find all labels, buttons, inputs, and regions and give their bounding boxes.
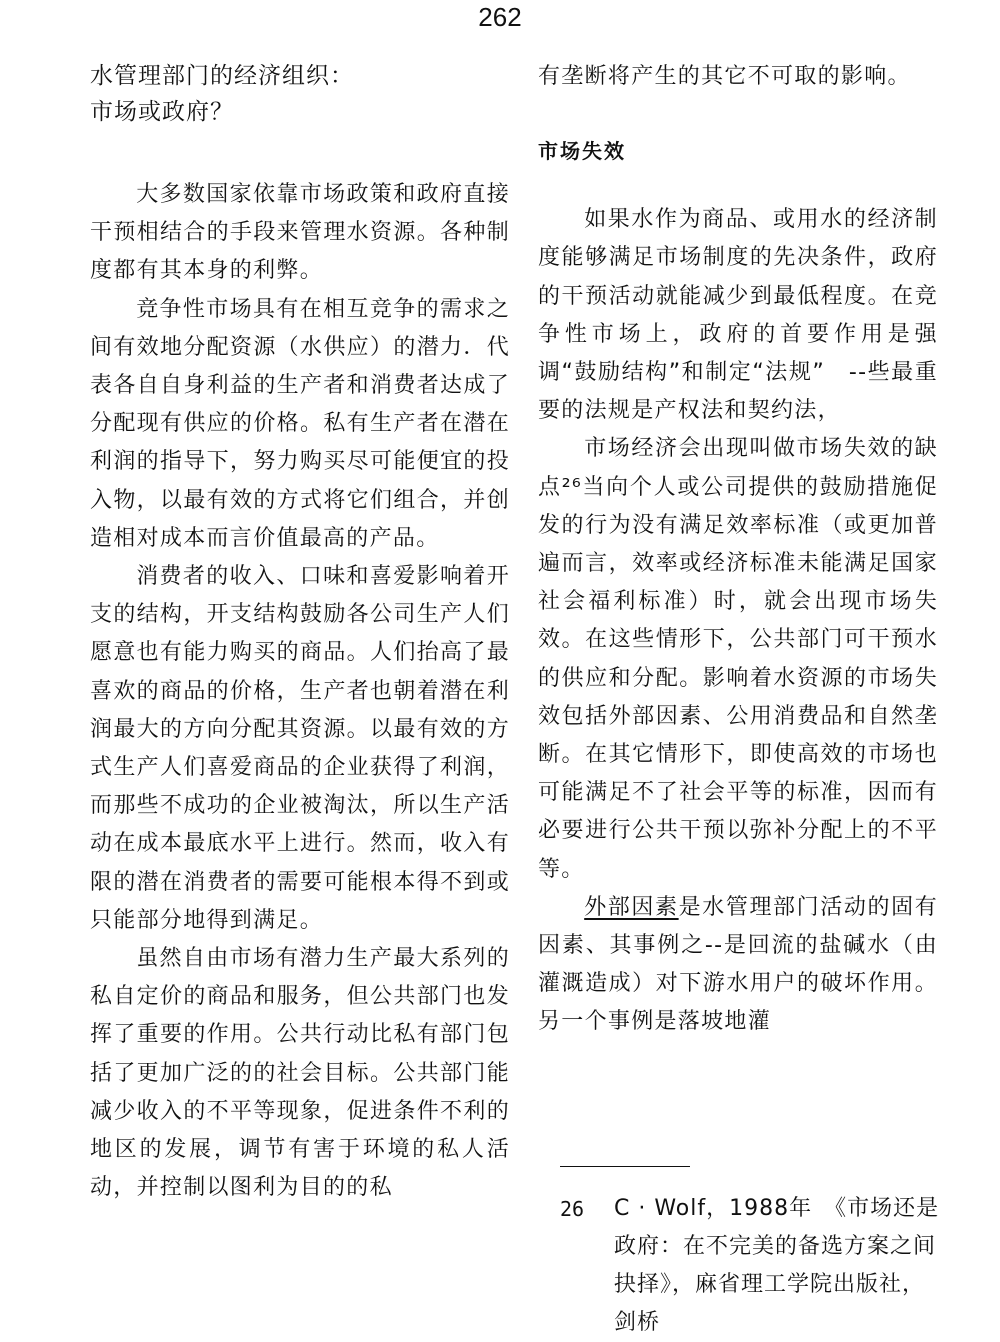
- section-heading-market-failure: 市场失效: [538, 139, 626, 164]
- paragraph-government-role: 如果水作为商品、或用水的经济制度能够满足市场制度的先决条件，政府的干预活动就能减少到最低程度。在竞争性市场上，政府的首要作用是强调“鼓励结构”和制定“法规” --些最重要的法规是产权法和契约法，: [538, 207, 938, 424]
- footnote-text: C · Wolf，1988年 《市场还是政府：在不完美的备选方案之间抉择》，麻省理工学院出版社，剑桥: [614, 1196, 940, 1335]
- paragraph-public-sector: 虽然自由市场有潜力生产最大系列的私自定价的商品和服务，但公共部门也发挥了重要的作用。公共行动比私有部门包括了更加广泛的的社会目标。公共部门能减少收入的不平等现象，促进条件不利的地区的发展，调节有害于环境的私人活动，并控制以图利为目的的私: [90, 946, 510, 1201]
- title-line-1: 水管理部门的经济组织：: [90, 63, 354, 89]
- left-column: [90, 58, 510, 1207]
- title-line-2: 市场或政府？: [90, 99, 234, 125]
- footnote: [560, 1190, 940, 1342]
- paragraph-intro: 大多数国家依靠市场政策和政府直接干预相结合的手段来管理水资源。各种制度都有其本身的利弊。: [90, 182, 510, 284]
- footnote-number: 26: [560, 1197, 585, 1221]
- paragraph-consumer-income: 消费者的收入、口味和喜爱影响着开支的结构，开支结构鼓励各公司生产人们愿意也有能力购买的商品。人们抬高了最喜欢的商品的价格，生产者也朝着潜在利润最大的方向分配其资源。以最有效的方式生产人们喜爱商品的企业获得了利润，而那些不成功的企业被淘汰，所以生产活动在成本最底水平上进行。然而，收入有限的潜在消费者的需要可能根本得不到或只能部分地得到满足。: [90, 564, 510, 933]
- term-externalities: 外部因素: [584, 894, 679, 920]
- article-title: [90, 58, 510, 130]
- right-column: [538, 58, 938, 1042]
- paragraph-continuation: 有垄断将产生的其它不可取的影响。: [538, 64, 911, 89]
- page-number: 262: [478, 2, 522, 32]
- paragraph-externalities: [538, 889, 938, 1042]
- footnote-divider: [560, 1166, 690, 1167]
- paragraph-competitive-market: 竞争性市场具有在相互竞争的需求之间有效地分配资源（水供应）的潜力．代表各自自身利益的生产者和消费者达成了分配现有供应的价格。私有生产者在潜在利润的指导下，努力购买尽可能便宜的投入物，以最有效的方式将它们组合，并创造相对成本而言价值最高的产品。: [90, 296, 510, 551]
- paragraph-market-failure: 市场经济会出现叫做市场失效的缺点²⁶当向个人或公司提供的鼓励措施促发的行为没有满足效率标准（或更加普遍而言，效率或经济标准未能满足国家社会福利标准）时，就会出现市场失效。在这些情形下，公共部门可干预水的供应和分配。影响着水资源的市场失效包括外部因素、公用消费品和自然垄断。在其它情形下，即使高效的市场也可能满足不了社会平等的标准，因而有必要进行公共干预以弥补分配上的不平等。: [538, 436, 938, 882]
- externalities-text: 是水管理部门活动的固有因素、其事例之--是回流的盐碱水（由灌溉造成）对下游水用户的破坏作用。另一个事例是落坡地灌: [538, 894, 938, 1035]
